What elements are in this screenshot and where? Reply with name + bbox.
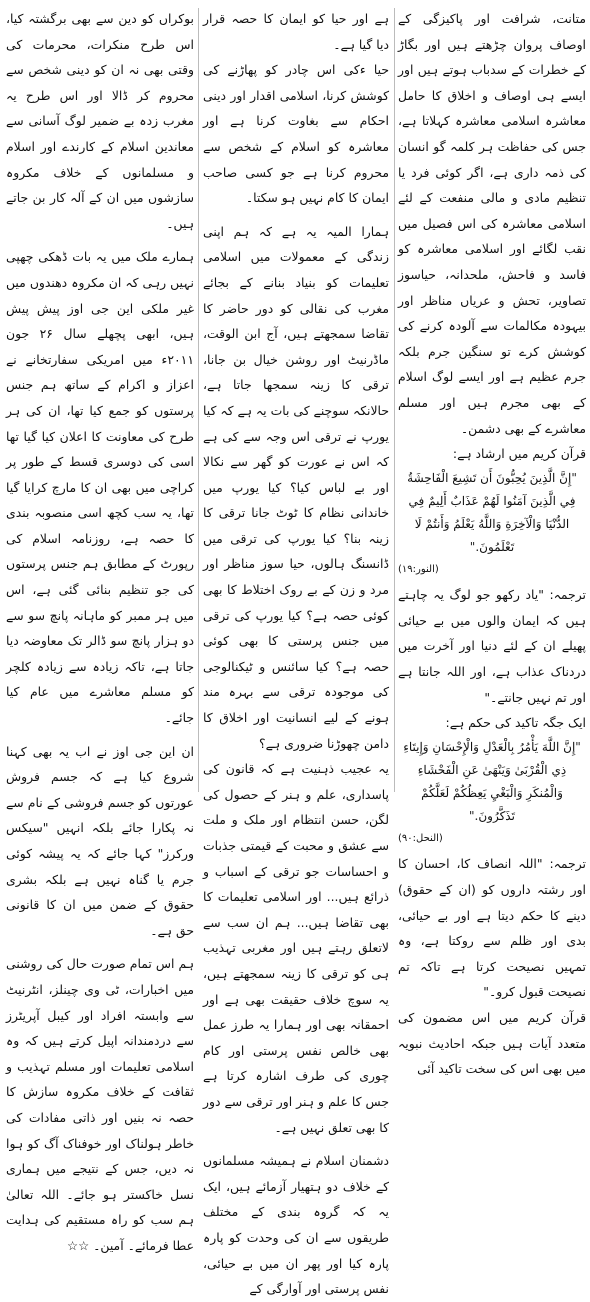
paragraph: حیا ءکی اس چادر کو پھاڑنے کی کوشش کرنا، اسلامی اقدار اور دینی احکام سے بغاوت کرنا ہے اور معاشرہ کو اسلام کے شخص سے محروم کرنا ہے جو کسی صاحب ایمان کا کام نہیں ہو سکتا۔ [203, 62, 389, 206]
column-divider [198, 8, 199, 792]
translation: ترجمہ: "اللہ انصاف کا، احسان کا اور رشتہ داروں کو (ان کے حقوق) دینے کا حکم دیتا ہے اور بے حیائی، بدی اور ظلم سے روکتا ہے، وہ تمہیں نصیحت کرتا ہے تاکہ تم نصیحت قبول کرو۔" [398, 856, 586, 1000]
verse-reference: (النور:١٩) [398, 563, 439, 575]
paragraph: ان این جی اوز نے اب یہ بھی کہنا شروع کیا ہے کہ جسم فروش عورتوں کو جسم فروشی کے نام سے نہ پکارا جائے بلکہ انہیں "سیکس ورکرز" کہا جائے کہ یہ پیشہ کوئی جرم یا گناہ نہیں ہے بلکہ بشری حقوق کے ضمن میں ان کا قانونی حق ہے۔ [6, 743, 194, 938]
spacer [203, 211, 389, 219]
column-right [398, 6, 586, 1077]
paragraph: دشمنان اسلام نے ہمیشہ مسلمانوں کے خلاف دو ہتھیار آزمائے ہیں، ایک یہ کہ گروہ بندی کے مختلف طریقوں سے ان کی وحدت کو پارہ پارہ کیا اور پھر ان میں بے حیائی، نفس پرستی اور آوارگی کے [203, 1153, 389, 1297]
spacer [6, 731, 194, 739]
column-middle [203, 6, 389, 1297]
quran-verse: "إِنَّ الَّذِينَ يُحِبُّونَ أَن تَشِيعَ الْفَاحِشَةُ فِي الَّذِينَ آمَنُوا لَهُمْ عَذَابٌ أَلِيمٌ فِي الدُّنْيَا وَالْآخِرَةِ وَاللَّهُ يَعْلَمُ وَأَنتُمْ لَا تَعْلَمُونَ." [407, 470, 577, 554]
paragraph: متانت، شرافت اور پاکیزگی کے اوصاف پروان چڑھتے ہیں اور بگاڑ کے خطرات کے سدباب ہوتے ہیں اور ایسے ہی اوصاف و اخلاق کا حامل معاشرہ اسلامی معاشرہ کہلاتا ہے، جس کی حفاظت ہر کلمہ گو انسان کی ذمہ داری ہے، اگر کوئی فرد یا تنظیم مادی و مالی منفعت کے لئے اسلامی معاشرہ کی اس فصیل میں نقب لگائے اور اسلامی معاشرہ کو فاسد و فاحش، ملحدانہ، حیاسوز تصاویر، تحش و عریاں مناظر اور بیہودہ مکالمات سے آلودہ کرنے کی کوشش کرے تو سنگین جرم بلکہ جرم عظیم ہے اور ایسے لوگ اسلام کے بھی مجرم ہیں اور مسلم معاشرے کے بھی دشمن۔ [398, 11, 586, 436]
paragraph: ہم اس تمام صورت حال کی روشنی میں اخبارات، ٹی وی چینلز، انٹرنیٹ سے وابستہ افراد اور کیبل آپریٹرز سے دردمندانہ اپیل کرتے ہیں کہ وہ اسلامی تعلیمات اور مسلم تہذیب و ثقافت کے خلاف مکروہ سازش کا حصہ نہ بنیں اور ذاتی مفادات کی خاطر ہولناک اور خوفناک آگ کو ہوا نہ دیں، جس کے نتیجے میں ہماری نسل خاکستر ہو جائے۔ اللہ تعالیٰ ہم سب کو راہ مستقیم کی ہدایت عطا فرمائے۔ آمین۔ ☆☆ [6, 956, 194, 1253]
paragraph: ہمارا المیہ یہ ہے کہ ہم اپنی زندگی کے معمولات میں اسلامی تعلیمات کو بنیاد بنانے کے بجائے مغرب کی نقالی کو دور حاضر کا تقاضا سمجھتے ہیں، آج ابن الوقت، ماڈرنیٹ اور روشن خیال بن جانا، ترقی کا زینہ سمجھا جاتا ہے، حالانکہ سوچنے کی بات یہ ہے کہ کیا یورپ نے ترقی اس وجہ سے کی ہے کہ اس نے عورت کو گھر سے نکالا اور بے لباس کیا؟ کیا یورپ میں خاندانی نظام کا ٹوٹ جانا ترقی کا زینہ بنا؟ کیا یورپ کی ترقی میں ڈانسنگ ہالوں، حیا سوز مناظر اور مرد و زن کے بے روک اختلاط کا بھی کوئی حصہ ہے؟ کیا یورپ کی ترقی میں جنس پرستی کا بھی کوئی حصہ ہے؟ کیا سائنس و ٹیکنالوجی کی موجودہ ترقی سے بہرہ مند ہونے کے لیے انسانیت اور اخلاق کا دامن چھوڑنا ضروری ہے؟ [203, 223, 389, 751]
spacer [203, 1140, 389, 1148]
translation: ترجمہ: "یاد رکھو جو لوگ یہ چاہتے ہیں کہ ایمان والوں میں بے حیائی پھیلے ان کے لئے دنیا اور آخرت میں دردناک عذاب ہے، اور اللہ جانتا ہے اور تم نہیں جانتے۔" [398, 587, 586, 705]
paragraph: یہ عجیب ذہنیت ہے کہ قانون کی پاسداری، علم و ہنر کے حصول کی لگن، حسن انتظام اور ملک و ملت سے عشق و محبت کے قیمتی جذبات و احساسات جو ترقی کے اسباب و ذرائع ہیں... اور اسلامی تعلیمات کا بھی تقاضا ہیں... ہم ان سب سے لاتعلق رہتے ہیں اور مغربی تہذیب ہی کو ترقی کا زینہ سمجھتے ہیں، یہ سوچ خلاف حقیقت بھی ہے اور احمقانہ بھی اور ہمارا یہ طرز عمل بھی خالص نفس پرستی اور کام چوری کی طرف اشارہ کرتا ہے جس کا علم و ہنر اور ترقی سے دور کا بھی تعلق نہیں ہے۔ [203, 761, 389, 1135]
verse-reference: (النحل:٩٠) [398, 832, 443, 844]
paragraph: قرآن کریم میں اس مضمون کی متعدد آیات ہیں جبکہ احادیث نبویہ میں بھی اس کی سخت تاکید آئی [398, 1010, 586, 1077]
spacer [6, 236, 194, 244]
paragraph: بوکراں کو دین سے بھی برگشتہ کیا، اس طرح منکرات، محرمات کی وقتی بھی نہ ان کو دینی شخص سے محروم کر ڈالا اور اس طرح یہ مغرب زدہ بے ضمیر لوگ آسانی سے معاندین اسلام کے کارندے اور اسلام و مسلمانوں کے خلاف مکروہ سازشوں میں ان کے آلہ کار بن جاتے ہیں۔ [6, 11, 194, 231]
paragraph: قرآن کریم میں ارشاد ہے: [452, 446, 586, 462]
quran-verse: "إِنَّ اللَّهَ يَأْمُرُ بِالْعَدْلِ وَالْإِحْسَانِ وَإِيتَاءِ ذِي الْقُرْبَىٰ وَيَنْهَىٰ عَنِ الْفَحْشَاءِ وَالْمُنكَرِ وَالْبَغْيِ يَعِظُكُمْ لَعَلَّكُمْ تَذَكَّرُونَ." [403, 739, 581, 823]
column-divider [394, 8, 395, 792]
paragraph: ہمارے ملک میں یہ بات ڈھکی چھپی نہیں رہی کہ ان مکروہ دھندوں میں غیر ملکی این جی اوز پیش پیش ہیں، ابھی پچھلے سال ۲۶ جون ۲۰۱۱ء میں امریکی سفارتخانے نے اعزاز و اکرام کے ساتھ ہم جنس پرستوں کو جمع کیا تھا، ان کی ہر طرح کی معاونت کا اعلان کیا گیا تھا اسی کی دوسری قسط کے طور پر کراچی میں بھی ان کا مارچ کرایا گیا تھا، یہ سب کچھ اسی منصوبہ بندی کا حصہ ہے، روزنامہ اسلام کی رپورٹ کے مطابق ہم جنس پرستوں کی جو تنظیم بنائی گئی ہے، اس میں ہر ممبر کو ماہانہ پانچ سو سے دو ہزار پانچ سو ڈالر تک معاوضہ دیا جاتا ہے، تاکہ زیادہ سے زیادہ کلچر کو مسلم معاشرے میں عام کیا جائے۔ [6, 249, 194, 726]
column-left [6, 6, 194, 1253]
paragraph: ہے اور حیا کو ایمان کا حصہ قرار دیا گیا ہے۔ [203, 11, 389, 52]
spacer [6, 943, 194, 951]
paragraph: ایک جگہ تاکید کی حکم ہے: [445, 715, 586, 731]
